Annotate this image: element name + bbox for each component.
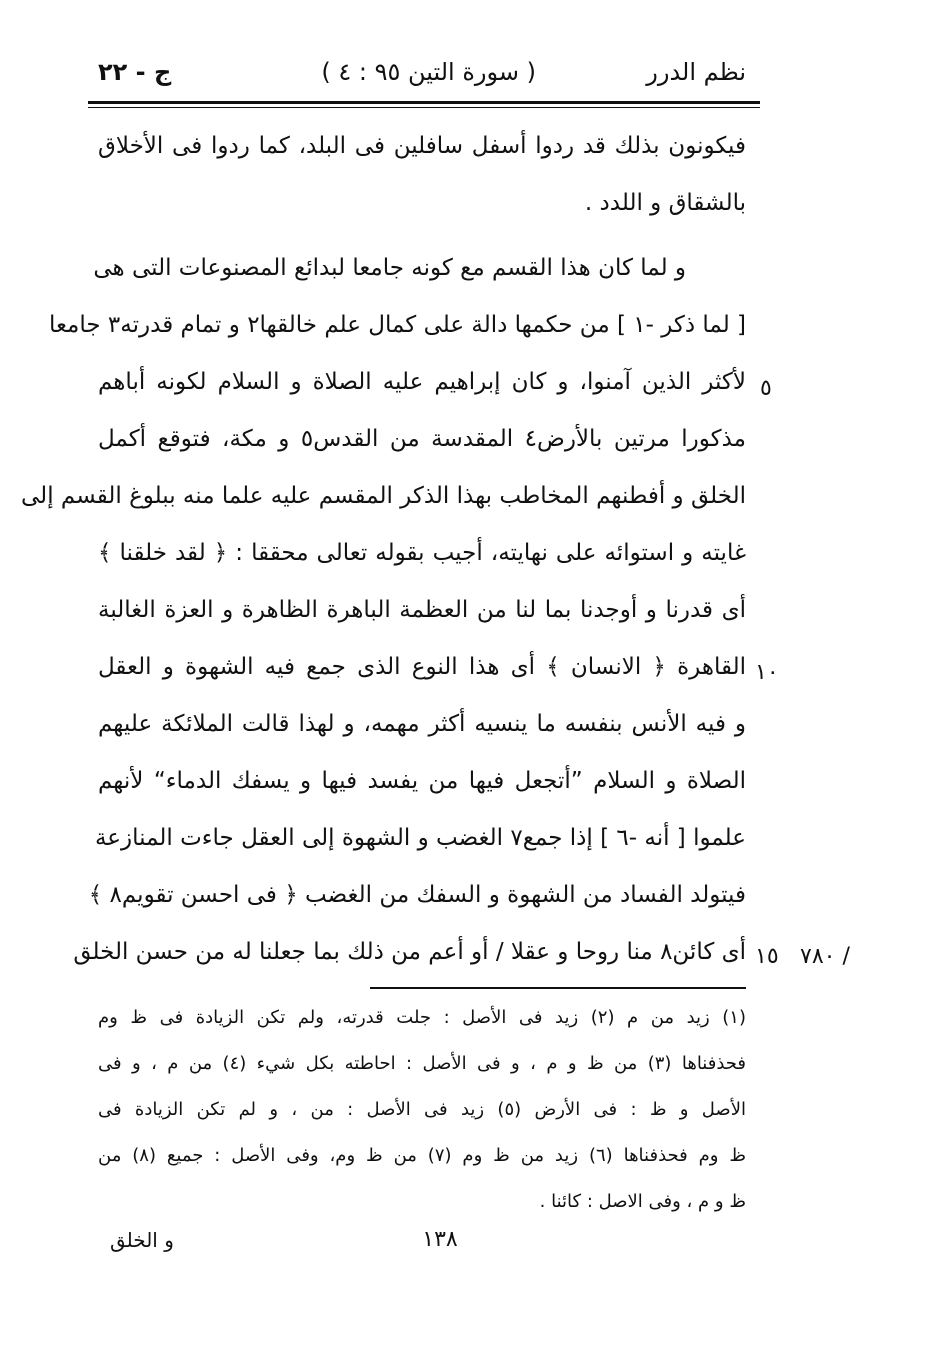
- text-line: فيتولد الفساد من الشهوة و السفك من الغضب ﴿ فى احسن تقويم٨ ﴾: [88, 882, 746, 908]
- text-line: و فيه الأنس بنفسه ما ينسيه أكثر مهمه، و لهذا قالت الملائكة عليهم: [98, 711, 746, 737]
- header-rule-thin: [88, 107, 760, 108]
- text-line: القاهرة ﴿ الانسان ﴾ أى هذا النوع الذى جمع فيه الشهوة و العقل: [98, 654, 746, 680]
- footnote-rule: [370, 987, 746, 989]
- text-line: علموا [ أنه -٦ ] إذا جمع٧ الغضب و الشهوة إلى العقل جاءت المنازعة: [94, 825, 746, 851]
- footnote-line: ظ و م ، وفى الاصل : كائنا .: [539, 1191, 746, 1212]
- running-header: [98, 52, 746, 92]
- text-line: الخلق و أفطنهم المخاطب بهذا الذكر المقسم عليه علما منه ببلوغ القسم إلى: [21, 483, 746, 509]
- footnotes: [98, 995, 746, 1225]
- text-line: فيكونون بذلك قد ردوا أسفل سافلين فى البلد، كما ردوا فى الأخلاق: [98, 133, 746, 159]
- footnote-line: (١) زيد من م (٢) زيد فى الأصل : جلت قدرته، ولم تكن الزيادة فى ظ وم: [98, 1007, 746, 1028]
- text-line: مذكورا مرتين بالأرض٤ المقدسة من القدس٥ و مكة، فتوقع أكمل: [98, 426, 746, 452]
- folio-number: ٧٨٠ /: [800, 944, 850, 969]
- page-number: ١٣٨: [422, 1227, 458, 1252]
- surah-reference: ( سورة التين ٩٥ : ٤ ): [321, 58, 536, 86]
- text-line: [ لما ذكر -١ ] من حكمها دالة على كمال علم خالقها٢ و تمام قدرته٣ جامعا: [48, 312, 746, 338]
- text-line: لأكثر الذين آمنوا، و كان إبراهيم عليه الصلاة و السلام لكونه أباهم: [98, 369, 746, 395]
- line-number-10: ١٠: [755, 660, 779, 685]
- main-text: [21, 118, 746, 981]
- catchword: و الخلق: [110, 1228, 174, 1252]
- volume-number: ج - ٢٢: [98, 58, 172, 86]
- line-number-15: ١٥: [755, 944, 779, 969]
- text-line: أى قدرنا و أوجدنا بما لنا من العظمة الباهرة الظاهرة و العزة الغالبة: [98, 597, 746, 623]
- text-line: غايته و استوائه على نهايته، أجيب بقوله تعالى محققا : ﴿ لقد خلقنا ﴾: [98, 540, 746, 566]
- footnote-line: الأصل و ظ : فى الأرض (٥) زيد فى الأصل : من ، و لم تكن الزيادة فى: [98, 1099, 746, 1120]
- footnote-line: ظ وم فحذفناها (٦) زيد من ظ وم (٧) من ظ وم، وفى الأصل : جميع (٨) من: [98, 1145, 747, 1166]
- book-title: نظم الدرر: [646, 58, 746, 86]
- text-line: الصلاة و السلام ”أتجعل فيها من يفسد فيها و يسفك الدماء“ لأنهم: [98, 768, 746, 794]
- text-line: أى كائن٨ منا روحا و عقلا / أو أعم من ذلك بما جعلنا له من حسن الخلق: [73, 939, 746, 965]
- text-line: و لما كان هذا القسم مع كونه جامعا لبدائع المصنوعات التى هى: [93, 255, 686, 281]
- footnote-line: فحذفناها (٣) من ظ و م ، و فى الأصل : احاطته بكل شيء (٤) من م ، و فى: [98, 1053, 747, 1074]
- line-number-5: ٥: [760, 376, 772, 401]
- header-rule-thick: [88, 101, 760, 104]
- text-line: بالشقاق و اللدد .: [584, 190, 746, 216]
